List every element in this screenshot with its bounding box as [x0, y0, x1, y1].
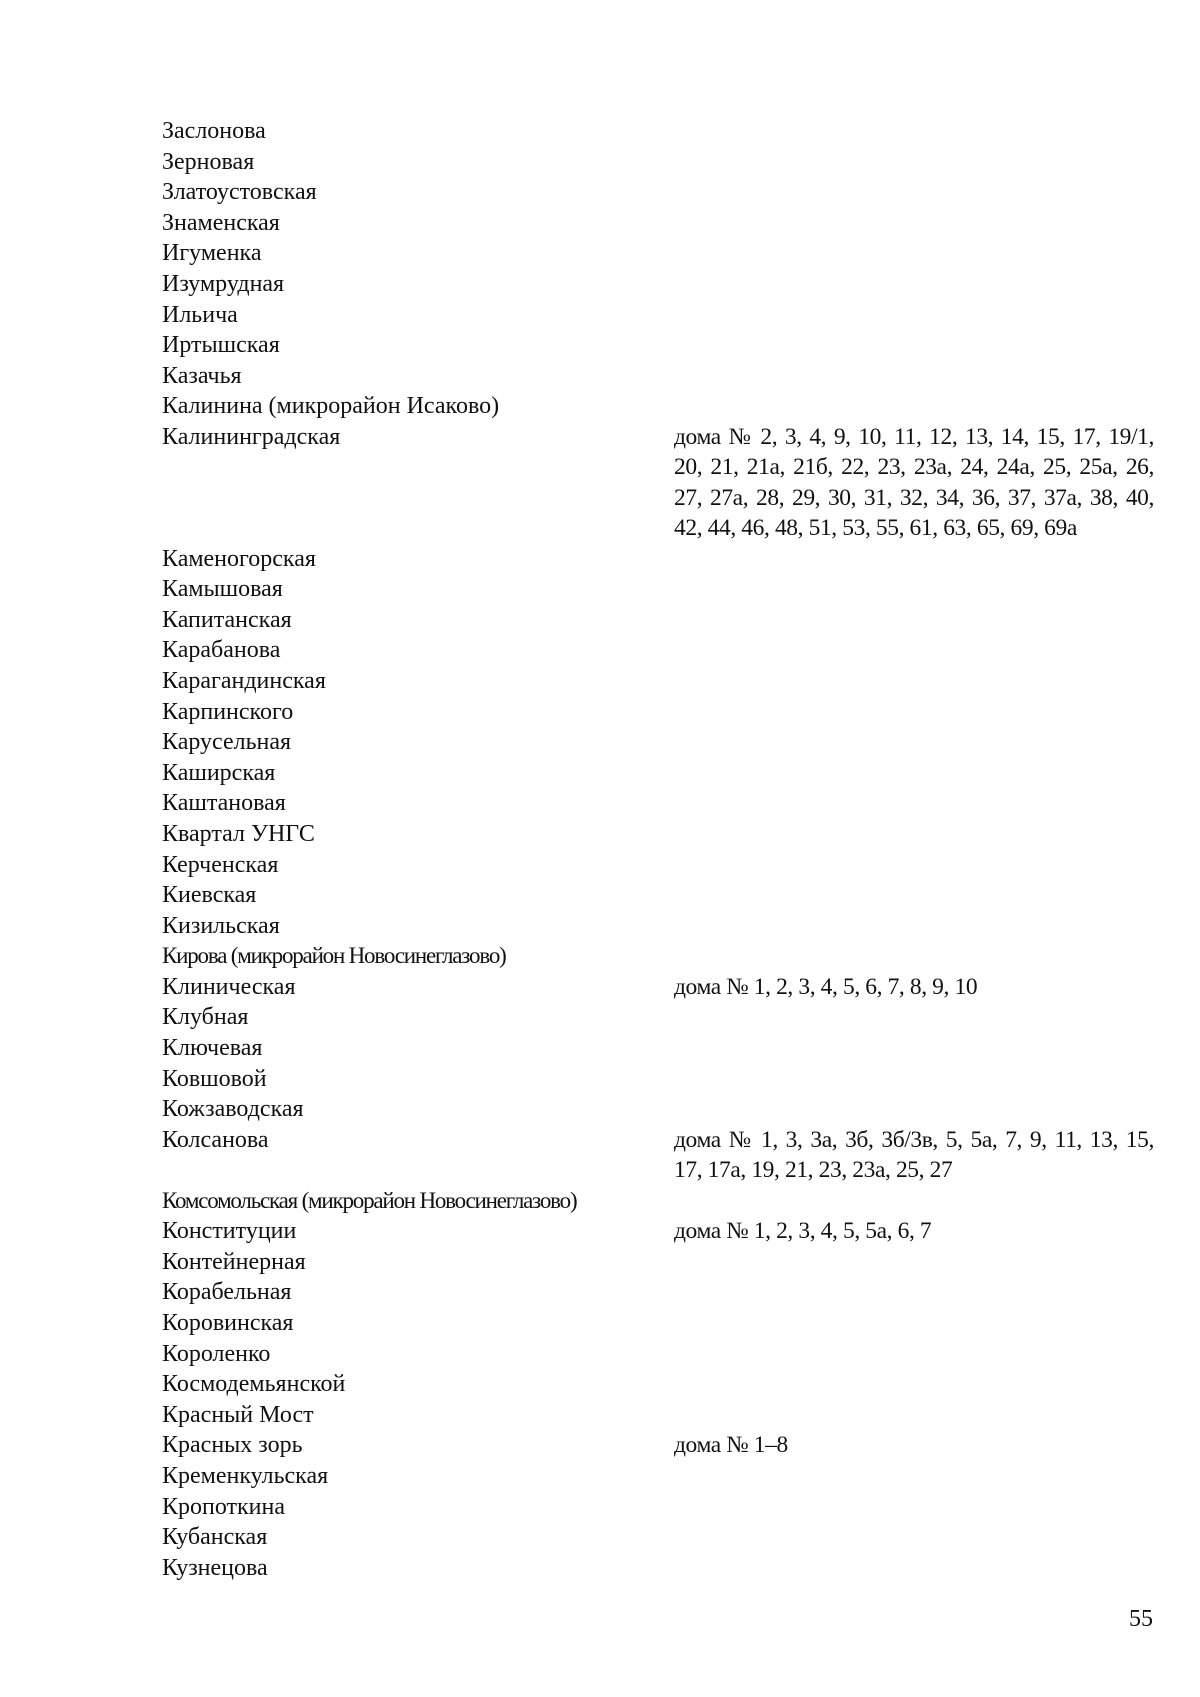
- list-item: [162, 391, 1162, 422]
- list-item: [162, 422, 1162, 544]
- street-name: Иртышская: [162, 332, 280, 359]
- list-item: [162, 788, 1162, 819]
- list-item: [162, 1339, 1162, 1370]
- street-name: Керченская: [162, 851, 279, 878]
- list-item: [162, 361, 1162, 392]
- street-name: Каменогорская: [162, 545, 316, 572]
- list-item: [162, 697, 1162, 728]
- street-name: Изумрудная: [162, 270, 285, 297]
- street-name: Космодемьянской: [162, 1371, 346, 1398]
- list-item: [162, 1094, 1162, 1125]
- street-name: Каштановая: [162, 790, 286, 817]
- street-name: Казачья: [162, 362, 242, 389]
- street-name: Карпинского: [162, 698, 294, 725]
- street-name: Кременкульская: [162, 1463, 329, 1489]
- list-item: [162, 1522, 1162, 1553]
- street-name: Короленко: [162, 1340, 271, 1367]
- list-item: [162, 1247, 1162, 1278]
- street-name: Калининградская: [162, 423, 341, 450]
- list-item: [162, 1553, 1162, 1584]
- street-name: Ковшовой: [162, 1065, 267, 1092]
- list-item: [162, 1125, 1162, 1186]
- list-item: [162, 972, 1162, 1003]
- list-item: [162, 1492, 1162, 1523]
- list-item: [162, 605, 1162, 636]
- house-numbers: дома № 1–8: [674, 1432, 788, 1459]
- street-name: Карагандинская: [162, 667, 326, 694]
- street-name: Игуменка: [162, 240, 262, 267]
- list-item: [162, 1400, 1162, 1431]
- list-item: [162, 330, 1162, 361]
- list-item: [162, 1186, 1162, 1217]
- list-item: [162, 850, 1162, 881]
- street-name: Капитанская: [162, 606, 292, 633]
- house-numbers: дома № 1, 2, 3, 4, 5, 6, 7, 8, 9, 10: [674, 973, 978, 1000]
- street-name: Ильича: [162, 301, 238, 328]
- street-name: Киевская: [162, 882, 257, 909]
- list-item: [162, 574, 1162, 605]
- street-name: Камышовая: [162, 576, 283, 603]
- list-item: [162, 1216, 1162, 1247]
- page-number: 55: [1129, 1606, 1153, 1632]
- list-item: [162, 911, 1162, 942]
- street-name: Красный Мост: [162, 1401, 314, 1428]
- list-item: [162, 758, 1162, 789]
- street-name: Корабельная: [162, 1279, 292, 1306]
- list-item: [162, 1277, 1162, 1308]
- street-name: Калинина (микрорайон Исаково): [162, 393, 500, 420]
- list-item: [162, 635, 1162, 666]
- list-item: [162, 819, 1162, 850]
- list-item: [162, 1064, 1162, 1095]
- list-item: [162, 1430, 1162, 1461]
- house-numbers: дома № 1, 2, 3, 4, 5, 5а, 6, 7: [674, 1218, 932, 1245]
- street-name: Клубная: [162, 1004, 249, 1031]
- list-item: [162, 727, 1162, 758]
- street-name: Кирова (микрорайон Новосинеглазово): [162, 943, 506, 969]
- list-item: [162, 941, 1162, 972]
- street-name: Заслонова: [162, 118, 266, 144]
- list-item: [162, 666, 1162, 697]
- list-item: [162, 1461, 1162, 1492]
- street-name: Колсанова: [162, 1126, 269, 1153]
- street-list: [162, 116, 1162, 1583]
- street-name: Карусельная: [162, 729, 292, 756]
- list-item: [162, 177, 1162, 208]
- house-numbers: дома № 2, 3, 4, 9, 10, 11, 12, 13, 14, 15, 17, 19/1, 20, 21, 21а, 21б, 22, 23, 23а, 24, 24а, 25, 25а, 26, 27, 27а, 28, 29, 30, 31, 32, 34, 36, 37, 37а, 38, 40, 42, 44, 46, 48, 51, 53, 55, 61, 63, 65, 69, 69а: [674, 423, 1154, 542]
- street-name: Коровинская: [162, 1310, 294, 1337]
- street-name: Кузнецова: [162, 1554, 268, 1581]
- street-name: Кожзаводская: [162, 1096, 304, 1123]
- street-name: Клиническая: [162, 973, 296, 1000]
- street-name: Квартал УНГС: [162, 820, 315, 847]
- list-item: [162, 300, 1162, 331]
- street-name: Конституции: [162, 1218, 297, 1245]
- street-name: Знаменская: [162, 209, 280, 236]
- list-item: [162, 1002, 1162, 1033]
- list-item: [162, 544, 1162, 575]
- street-name: Красных зорь: [162, 1432, 303, 1459]
- list-item: [162, 147, 1162, 178]
- list-item: [162, 1033, 1162, 1064]
- street-name: Кропоткина: [162, 1493, 286, 1520]
- street-name: Каширская: [162, 759, 276, 786]
- street-name: Комсомольская (микрорайон Новосинеглазово): [162, 1187, 577, 1213]
- street-name: Контейнерная: [162, 1248, 306, 1275]
- street-name: Кубанская: [162, 1524, 268, 1551]
- house-numbers: дома № 1, 3, 3а, 3б, 3б/3в, 5, 5а, 7, 9, 11, 13, 15, 17, 17а, 19, 21, 23, 23а, 25, 27: [674, 1126, 1154, 1184]
- street-name: Карабанова: [162, 637, 281, 664]
- street-name: Ключевая: [162, 1035, 263, 1062]
- street-name: Кизильская: [162, 912, 280, 939]
- street-name: Златоустовская: [162, 179, 317, 206]
- list-item: [162, 116, 1162, 147]
- list-item: [162, 1308, 1162, 1339]
- list-item: [162, 1369, 1162, 1400]
- list-item: [162, 269, 1162, 300]
- street-name: Зерновая: [162, 148, 255, 175]
- list-item: [162, 208, 1162, 239]
- list-item: [162, 880, 1162, 911]
- list-item: [162, 238, 1162, 269]
